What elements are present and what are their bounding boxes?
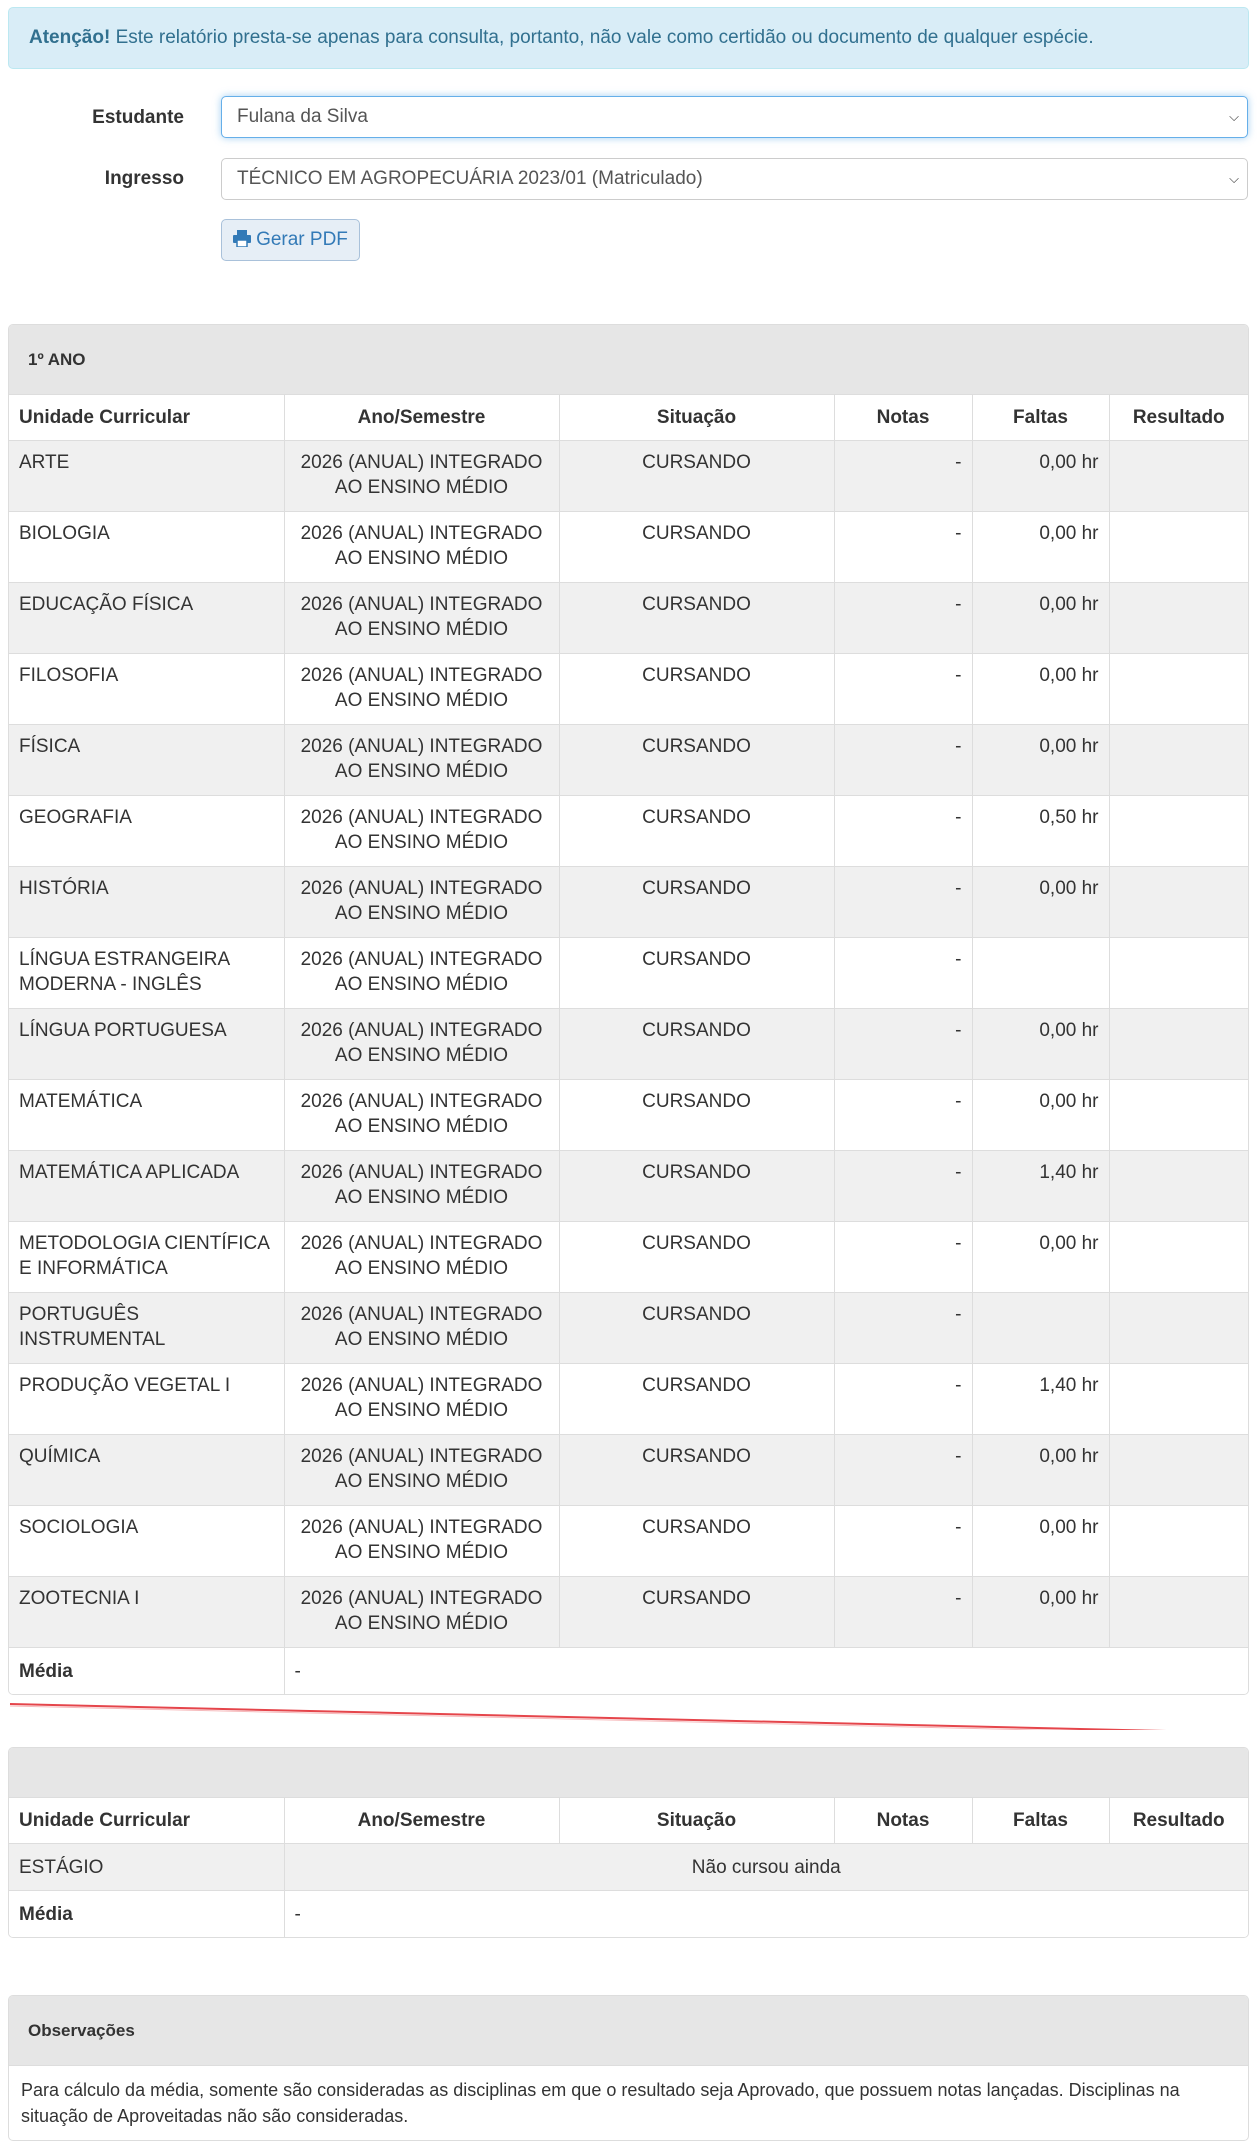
situacao-cell: CURSANDO [559,938,834,1009]
faltas-cell: 0,00 hr [972,583,1109,654]
chevron-down-icon: ⌵ [1229,109,1239,124]
resultado-cell [1109,512,1248,583]
table-row [9,1435,1248,1506]
table-row [9,512,1248,583]
col-ano: Ano/Semestre [284,395,559,441]
estudante-value: Fulana da Silva [237,106,368,127]
unidade-cell: QUÍMICA [9,1435,284,1506]
unidade-cell: GEOGRAFIA [9,796,284,867]
unidade-cell: MATEMÁTICA APLICADA [9,1151,284,1222]
faltas-cell: 0,50 hr [972,796,1109,867]
notas-cell: - [834,867,972,938]
ano-semestre-cell: 2026 (ANUAL) INTEGRADO AO ENSINO MÉDIO [284,512,559,583]
media-row [9,1891,1248,1938]
ingresso-label: Ingresso [104,168,184,189]
table-row [9,1293,1248,1364]
unidade-cell: MATEMÁTICA [9,1080,284,1151]
resultado-cell [1109,1080,1248,1151]
notas-cell: - [834,654,972,725]
ano-semestre-cell: 2026 (ANUAL) INTEGRADO AO ENSINO MÉDIO [284,1222,559,1293]
situacao-cell: CURSANDO [559,796,834,867]
resultado-cell [1109,1151,1248,1222]
situacao-cell: CURSANDO [559,1151,834,1222]
ano-semestre-cell: 2026 (ANUAL) INTEGRADO AO ENSINO MÉDIO [284,1506,559,1577]
page-break-line [0,1690,1257,1730]
situacao-cell: CURSANDO [559,725,834,796]
ano-semestre-cell: 2026 (ANUAL) INTEGRADO AO ENSINO MÉDIO [284,441,559,512]
ano-semestre-cell: 2026 (ANUAL) INTEGRADO AO ENSINO MÉDIO [284,583,559,654]
resultado-cell [1109,725,1248,796]
notas-cell: - [834,1435,972,1506]
estudante-select[interactable] [221,96,1248,138]
situacao-cell: CURSANDO [559,867,834,938]
notas-cell: - [834,583,972,654]
notas-cell: - [834,1009,972,1080]
table-header-row [9,1798,1248,1844]
col-unidade: Unidade Curricular [9,395,284,441]
faltas-cell: 1,40 hr [972,1364,1109,1435]
resultado-cell [1109,1293,1248,1364]
situacao-cell: CURSANDO [559,1222,834,1293]
table-row [9,796,1248,867]
table-row [9,1364,1248,1435]
unidade-cell: LÍNGUA ESTRANGEIRA MODERNA - INGLÊS [9,938,284,1009]
panel-1-ano [8,324,1249,1695]
unidade-cell: ARTE [9,441,284,512]
resultado-cell [1109,938,1248,1009]
unidade-cell: METODOLOGIA CIENTÍFICA E INFORMÁTICA [9,1222,284,1293]
unidade-cell: ESTÁGIO [9,1844,284,1891]
notas-cell: - [834,1151,972,1222]
table-row [9,1506,1248,1577]
resultado-cell [1109,654,1248,725]
ano-semestre-cell: 2026 (ANUAL) INTEGRADO AO ENSINO MÉDIO [284,796,559,867]
faltas-cell: 0,00 hr [972,1222,1109,1293]
table-row [9,1577,1248,1648]
gerar-pdf-button[interactable] [221,219,360,261]
resultado-cell [1109,1364,1248,1435]
faltas-cell [972,938,1109,1009]
table-row [9,1151,1248,1222]
faltas-cell: 0,00 hr [972,441,1109,512]
unidade-cell: LÍNGUA PORTUGUESA [9,1009,284,1080]
table-row [9,654,1248,725]
printer-icon [233,230,251,247]
col-notas: Notas [834,395,972,441]
situacao-cell: CURSANDO [559,1364,834,1435]
panel-observacoes [8,1995,1249,2141]
faltas-cell: 0,00 hr [972,654,1109,725]
situacao-cell: CURSANDO [559,1577,834,1648]
situacao-cell: CURSANDO [559,512,834,583]
obs-title: Observações [9,1996,1248,2066]
resultado-cell [1109,1435,1248,1506]
ano-semestre-cell: 2026 (ANUAL) INTEGRADO AO ENSINO MÉDIO [284,1435,559,1506]
resultado-cell [1109,441,1248,512]
col-resultado: Resultado [1109,395,1248,441]
ano-semestre-cell: 2026 (ANUAL) INTEGRADO AO ENSINO MÉDIO [284,1364,559,1435]
situacao-cell: CURSANDO [559,1009,834,1080]
ano-semestre-cell: 2026 (ANUAL) INTEGRADO AO ENSINO MÉDIO [284,1577,559,1648]
status-cell: Não cursou ainda [284,1844,1248,1891]
info-alert [8,7,1249,69]
notas-cell: - [834,512,972,583]
resultado-cell [1109,583,1248,654]
table-row [9,441,1248,512]
estudante-label: Estudante [92,107,184,128]
faltas-cell: 0,00 hr [972,1435,1109,1506]
resultado-cell [1109,867,1248,938]
panel-title [9,1748,1248,1798]
resultado-cell [1109,1577,1248,1648]
resultado-cell [1109,1222,1248,1293]
notas-cell: - [834,796,972,867]
ano-semestre-cell: 2026 (ANUAL) INTEGRADO AO ENSINO MÉDIO [284,654,559,725]
table-row [9,1844,1248,1891]
ano-semestre-cell: 2026 (ANUAL) INTEGRADO AO ENSINO MÉDIO [284,1080,559,1151]
gerar-pdf-label: Gerar PDF [256,229,348,250]
table-row [9,725,1248,796]
faltas-cell: 0,00 hr [972,1506,1109,1577]
notas-cell: - [834,725,972,796]
situacao-cell: CURSANDO [559,1435,834,1506]
ano-semestre-cell: 2026 (ANUAL) INTEGRADO AO ENSINO MÉDIO [284,1293,559,1364]
table-row [9,1009,1248,1080]
table-row [9,1080,1248,1151]
unidade-cell: PRODUÇÃO VEGETAL I [9,1364,284,1435]
situacao-cell: CURSANDO [559,1080,834,1151]
unidade-cell: EDUCAÇÃO FÍSICA [9,583,284,654]
col-situacao: Situação [559,395,834,441]
col-ano: Ano/Semestre [284,1798,559,1844]
notas-cell: - [834,441,972,512]
unidade-cell: ZOOTECNIA I [9,1577,284,1648]
table-header-row [9,395,1248,441]
situacao-cell: CURSANDO [559,441,834,512]
media-label: Média [9,1891,284,1938]
notas-cell: - [834,1506,972,1577]
alert-text: Este relatório presta-se apenas para consulta, portanto, não vale como certidão ou documento de qualquer espécie. [110,27,1094,48]
table-row [9,867,1248,938]
ano-semestre-cell: 2026 (ANUAL) INTEGRADO AO ENSINO MÉDIO [284,867,559,938]
estagio-table [9,1798,1248,1937]
situacao-cell: CURSANDO [559,654,834,725]
ano-semestre-cell: 2026 (ANUAL) INTEGRADO AO ENSINO MÉDIO [284,1151,559,1222]
faltas-cell: 0,00 hr [972,512,1109,583]
faltas-cell: 0,00 hr [972,867,1109,938]
chevron-down-icon: ⌵ [1229,171,1239,186]
unidade-cell: FILOSOFIA [9,654,284,725]
media-row [9,1648,1248,1695]
media-value: - [284,1891,1248,1938]
faltas-cell: 1,40 hr [972,1151,1109,1222]
situacao-cell: CURSANDO [559,1293,834,1364]
col-resultado: Resultado [1109,1798,1248,1844]
ano-semestre-cell: 2026 (ANUAL) INTEGRADO AO ENSINO MÉDIO [284,1009,559,1080]
obs-text: Para cálculo da média, somente são consideradas as disciplinas em que o resultado seja Aprovado, que possuem notas lançadas. Disciplinas na situação de Aproveitadas não são consideradas. [21,2080,1180,2126]
faltas-cell [972,1293,1109,1364]
resultado-cell [1109,1506,1248,1577]
unidade-cell: PORTUGUÊS INSTRUMENTAL [9,1293,284,1364]
resultado-cell [1109,796,1248,867]
faltas-cell: 0,00 hr [972,725,1109,796]
panel-estagio [8,1747,1249,1938]
notas-cell: - [834,1222,972,1293]
media-label: Média [9,1648,284,1695]
col-situacao: Situação [559,1798,834,1844]
ano-semestre-cell: 2026 (ANUAL) INTEGRADO AO ENSINO MÉDIO [284,938,559,1009]
situacao-cell: CURSANDO [559,1506,834,1577]
table-row [9,583,1248,654]
notas-cell: - [834,1577,972,1648]
ano-semestre-cell: 2026 (ANUAL) INTEGRADO AO ENSINO MÉDIO [284,725,559,796]
notas-cell: - [834,1364,972,1435]
col-faltas: Faltas [972,395,1109,441]
unidade-cell: HISTÓRIA [9,867,284,938]
notas-cell: - [834,1080,972,1151]
notas-table [9,395,1248,1694]
unidade-cell: FÍSICA [9,725,284,796]
resultado-cell [1109,1009,1248,1080]
ingresso-select[interactable] [221,158,1248,200]
unidade-cell: BIOLOGIA [9,512,284,583]
alert-strong: Atenção! [29,27,111,48]
col-unidade: Unidade Curricular [9,1798,284,1844]
notas-cell: - [834,938,972,1009]
media-value: - [284,1648,1248,1695]
unidade-cell: SOCIOLOGIA [9,1506,284,1577]
ingresso-value: TÉCNICO EM AGROPECUÁRIA 2023/01 (Matriculado) [237,168,703,189]
notas-cell: - [834,1293,972,1364]
faltas-cell: 0,00 hr [972,1009,1109,1080]
panel-title: 1º ANO [9,325,1248,395]
faltas-cell: 0,00 hr [972,1080,1109,1151]
table-row [9,1222,1248,1293]
col-faltas: Faltas [972,1798,1109,1844]
faltas-cell: 0,00 hr [972,1577,1109,1648]
col-notas: Notas [834,1798,972,1844]
situacao-cell: CURSANDO [559,583,834,654]
table-row [9,938,1248,1009]
